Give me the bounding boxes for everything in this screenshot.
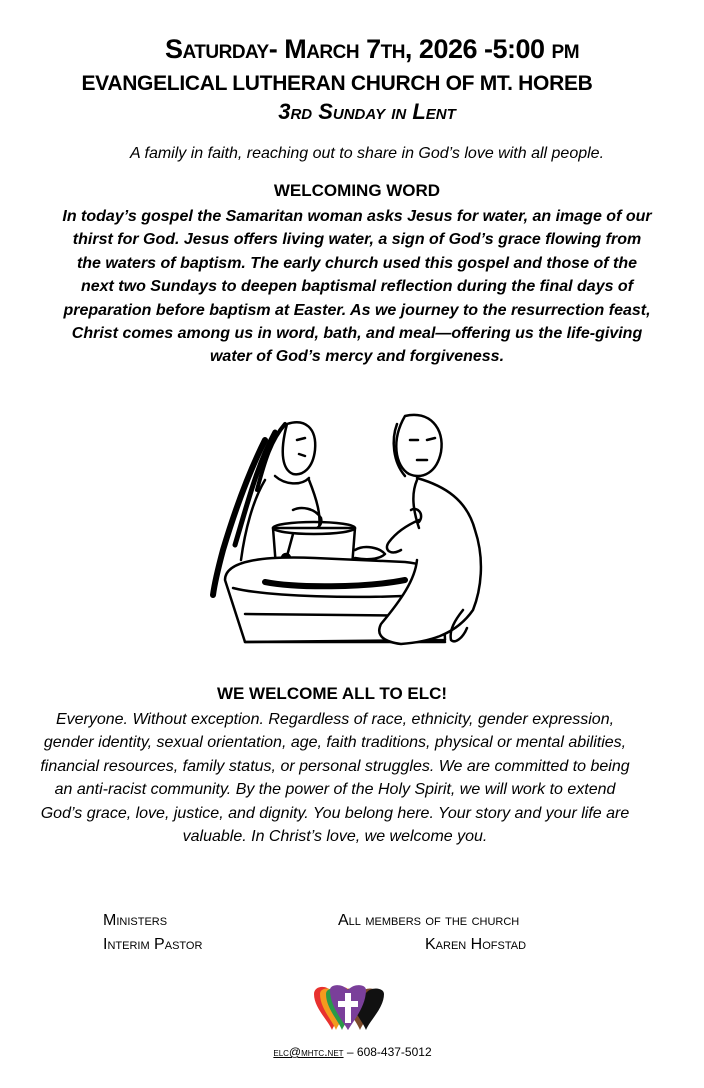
woman-at-the-well-illustration xyxy=(205,410,505,665)
pastor-name: Karen Hofstad xyxy=(425,936,527,953)
ministers-value: All members of the church xyxy=(338,912,520,929)
welcoming-word-body: In today’s gospel the Samaritan woman asks Jesus for water, an image of our thirst for God. Jesus offers living water, a sign of God’s grace flowing from the waters of baptism. The early church used this gospel and those of the next two Sundays to deepen baptismal reflection during the final days of preparation before baptism at Easter. As we journey to the resurrection feast, Christ comes among us in word, bath, and meal—offering us the life-giving water of God’s mercy and forgiveness. xyxy=(62,208,652,366)
phone-number: 608-437-5012 xyxy=(356,1045,432,1059)
liturgical-day: 3rd Sunday in Lent xyxy=(278,99,456,124)
welcoming-word-heading: WELCOMING WORD xyxy=(273,181,441,200)
footer-separator: – xyxy=(343,1045,357,1059)
rainbow-heart-cross-icon xyxy=(308,984,386,1037)
service-date-title: Saturday- March 7th, 2026 -5:00 pm xyxy=(164,34,580,64)
email-link[interactable]: elc@mhtc.net xyxy=(273,1045,344,1059)
contact-footer xyxy=(0,1045,704,1059)
pastor-label: Interim Pastor xyxy=(103,936,203,953)
church-name: EVANGELICAL LUTHERAN CHURCH OF MT. HOREB xyxy=(81,72,593,95)
welcome-all-body: Everyone. Without exception. Regardless of race, ethnicity, gender expression, gender identity, sexual orientation, age, faith traditions, physical or mental abilities, financial resources, family status, or personal struggles. We are committed to being an anti-racist community. By the power of the Holy Spirit, we will work to extend God’s grace, love, justice, and dignity. You belong here. Your story and your life are valuable. In Christ’s love, we welcome you. xyxy=(40,711,630,846)
welcome-all-heading: WE WELCOME ALL TO ELC! xyxy=(216,684,448,703)
ministers-label: Ministers xyxy=(103,912,168,929)
mission-tagline: A family in faith, reaching out to share in God’s love with all people. xyxy=(129,145,605,162)
